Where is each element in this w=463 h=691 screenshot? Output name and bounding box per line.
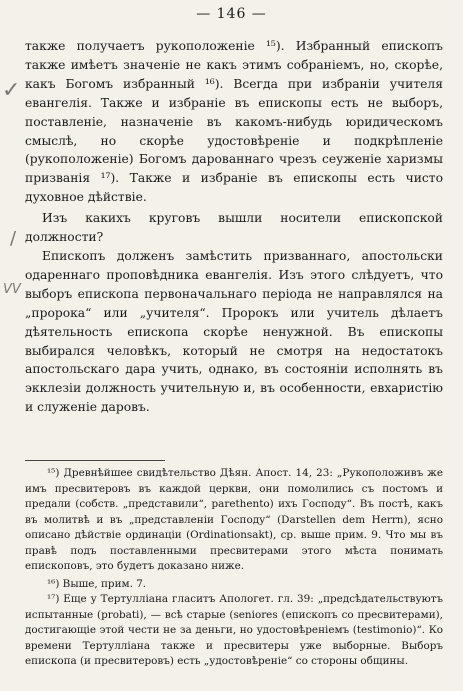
footnote-17: ¹⁷) Еще у Тертулліана гласитъ Апологет. гл. 39: „предсѣдательствуютъ испытанные (probati), — всѣ старые (seniores (епископъ со пресвитерами), достигающіе этой чести не за деньги, но удостовѣреніемъ (testimonio)“. Ко времени Тертулліана также и пресвитеры уже выборные. Выборъ епископа (и пресвитеровъ) есть „удостовѣреніе“ со стороны общины.: [25, 593, 443, 667]
footnote-divider: [25, 460, 165, 461]
footnote-16: ¹⁶) Выше, прим. 7.: [47, 577, 147, 590]
paragraph-question: Изъ какихъ круговъ вышли носители епископской должности?: [25, 211, 443, 245]
paragraph-continuation: также получаетъ рукоположеніе ¹⁵). Избранный епископъ также имѣетъ значеніе не какъ этимъ собраніемъ, но, скорѣе, какъ Богомъ избранный ¹⁶). Всегда при избраніи учителя евангелія. Также и избраніе въ епископы есть не выборъ, поставленіе, назначеніе въ какомъ-нибудь юридическомъ смыслѣ, но скорѣе удостовѣреніе и подкрѣпленіе (рукоположеніе) Богомъ дарованнаго чрезъ сеуженіе харизмы призванія ¹⁷). Также и избраніе въ епископы есть чисто духовное дѣйствіе.: [25, 39, 443, 205]
margin-slash-mark: /: [10, 228, 17, 249]
footnotes: [25, 466, 443, 670]
margin-double-check-mark: VV: [3, 282, 21, 297]
main-text: [25, 37, 443, 417]
margin-check-mark: ✓: [2, 78, 21, 103]
paragraph-bishop: Епископъ долженъ замѣстить призваннаго, апостольски одареннаго проповѣдника евангелія. Изъ этого слѣдуетъ, что выборъ епископа первоначальнаго періода не направлялся на „пророка“ или „учителя“. Пророкъ или учитель дѣлаетъ дѣятельность епископа скорѣе ненужной. Въ епископы выбирался человѣкъ, который не смотря на недостатокъ апостольскаго дара учить, однако, въ состояніи исполнять въ экклезіи должность учительную и, въ особенности, евхаристію и служеніе даровъ.: [25, 248, 443, 415]
footnote-15: ¹⁵) Древнѣйшее свидѣтельство Дѣян. Апост. 14, 23: „Рукоположивъ же имъ пресвитеровъ въ каждой церкви, они помолились съ постомъ и предали (собств. „представили“, parethento) ихъ Господу“. Въ постѣ, какъ въ молитвѣ и въ „представленіи Господу“ (Darstellen dem Herrn), ясно описано дѣйствіе ординаціи (Ordinationsakt), ср. выше прим. 9. Что мы въ правѣ подъ поставленными пресвитерами этого мѣста понимать епископовъ, это будетъ доказано ниже.: [25, 467, 443, 572]
page-number: — 146 —: [196, 6, 267, 22]
